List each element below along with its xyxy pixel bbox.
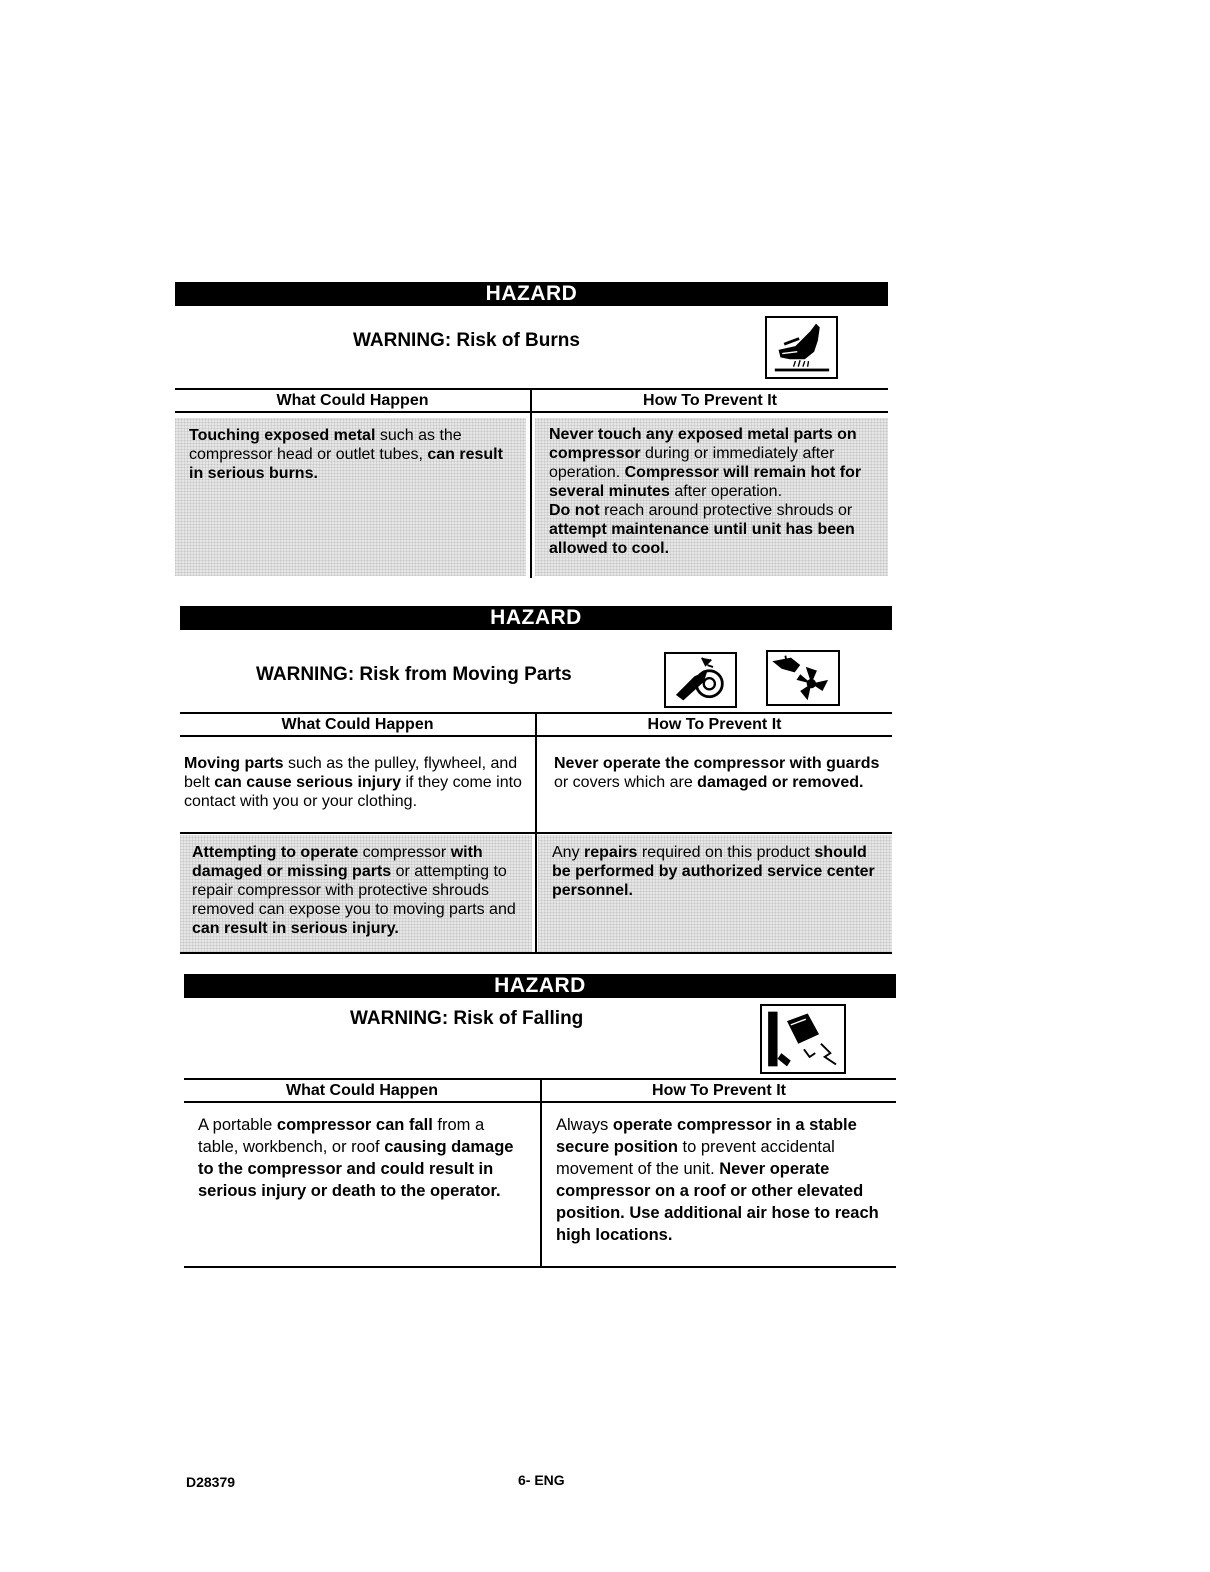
emphasized-text: can result in serious injury.	[192, 920, 399, 937]
table-bottom-rule	[184, 1266, 896, 1268]
body-text: compressor	[358, 844, 451, 861]
hazard-section-moving-parts	[180, 606, 892, 954]
column-header-what: What Could Happen	[276, 392, 429, 409]
emphasized-text: damaged or removed.	[697, 774, 864, 791]
warning-title: WARNING: Risk of Burns	[353, 330, 580, 351]
column-header-how: How To Prevent It	[643, 392, 777, 409]
hazard-section-falling	[184, 974, 896, 1268]
body-text: to prevent accidental movement of the unit.	[556, 1138, 835, 1178]
how-to-prevent-cell	[538, 835, 892, 952]
column-divider	[530, 388, 532, 578]
emphasized-text: should be performed by authorized service center personnel.	[552, 844, 875, 899]
hot-surface-hand-icon	[765, 316, 838, 379]
what-could-happen-cell	[180, 835, 532, 952]
document-id: D28379	[186, 1474, 236, 1490]
body-text: reach around protective shrouds or	[599, 502, 853, 519]
emphasized-text: Never operate the compressor with guards	[554, 755, 880, 772]
fan-blade-hand-icon	[766, 650, 840, 706]
hazard-banner: HAZARD	[180, 606, 892, 630]
column-header-how: How To Prevent It	[647, 716, 782, 733]
how-to-prevent-cell	[538, 748, 892, 832]
emphasized-text: Never operate compressor on a roof or other elevated position. Use additional air hose to reach high locations.	[556, 1160, 879, 1244]
emphasized-text: causing damage to the compressor and could result in serious injury or death to the operator.	[198, 1138, 514, 1200]
emphasized-text: can result in serious burns.	[189, 446, 503, 482]
body-text: or attempting to repair compressor with protective shrouds removed can expose you to moving parts and	[192, 863, 516, 918]
hazard-table	[175, 388, 888, 578]
emphasized-text: can cause serious injury	[214, 774, 401, 791]
row-divider	[180, 832, 892, 834]
falling-compressor-icon	[760, 1004, 846, 1074]
emphasized-text: repairs	[584, 844, 638, 861]
emphasized-text: with damaged or missing parts	[192, 844, 483, 880]
how-to-prevent-cell	[535, 418, 888, 576]
emphasized-text: Compressor will remain hot for several minutes	[549, 464, 862, 500]
emphasized-text: Attempting to operate	[192, 844, 359, 861]
hazard-table	[184, 1078, 896, 1268]
emphasized-text: operate compressor in a stable secure position	[556, 1116, 857, 1156]
how-to-prevent-cell	[542, 1112, 896, 1262]
body-text: such as the compressor head or outlet tubes,	[189, 427, 462, 463]
emphasized-text: attempt maintenance until unit has been allowed to cool.	[549, 521, 855, 557]
body-text: or covers which are	[554, 774, 698, 791]
body-text: from a table, workbench, or roof	[198, 1116, 485, 1156]
emphasized-text: Touching exposed metal	[189, 427, 376, 444]
body-text: Always	[556, 1116, 613, 1134]
emphasized-text: compressor can fall	[276, 1116, 433, 1134]
page-number: 6- ENG	[518, 1472, 565, 1488]
column-header-how: How To Prevent It	[652, 1082, 786, 1099]
body-text: during or immediately after operation.	[549, 445, 835, 481]
pulley-entanglement-icon	[664, 652, 737, 708]
body-text: such as the pulley, flywheel, and belt	[184, 755, 518, 791]
what-could-happen-cell	[175, 418, 526, 576]
hazard-table	[180, 712, 892, 954]
emphasized-text: Never touch any exposed metal parts on compressor	[549, 426, 857, 462]
column-header-what: What Could Happen	[281, 716, 434, 733]
hazard-section-burns	[175, 282, 888, 578]
body-text: Any	[552, 844, 585, 861]
what-could-happen-cell	[180, 748, 532, 832]
emphasized-text: Moving parts	[184, 755, 284, 772]
body-text: A portable	[198, 1116, 277, 1134]
emphasized-text: Do not	[549, 502, 600, 519]
hazard-banner: HAZARD	[175, 282, 888, 306]
body-text: after operation.	[669, 483, 783, 500]
what-could-happen-cell	[184, 1112, 538, 1262]
warning-title: WARNING: Risk from Moving Parts	[256, 664, 572, 685]
warning-title: WARNING: Risk of Falling	[350, 1008, 584, 1029]
body-text: required on this product	[637, 844, 815, 861]
body-text: if they come into contact with you or your clothing.	[184, 774, 522, 810]
table-bottom-rule	[180, 952, 892, 954]
hazard-banner: HAZARD	[184, 974, 896, 998]
column-header-what: What Could Happen	[286, 1082, 438, 1099]
